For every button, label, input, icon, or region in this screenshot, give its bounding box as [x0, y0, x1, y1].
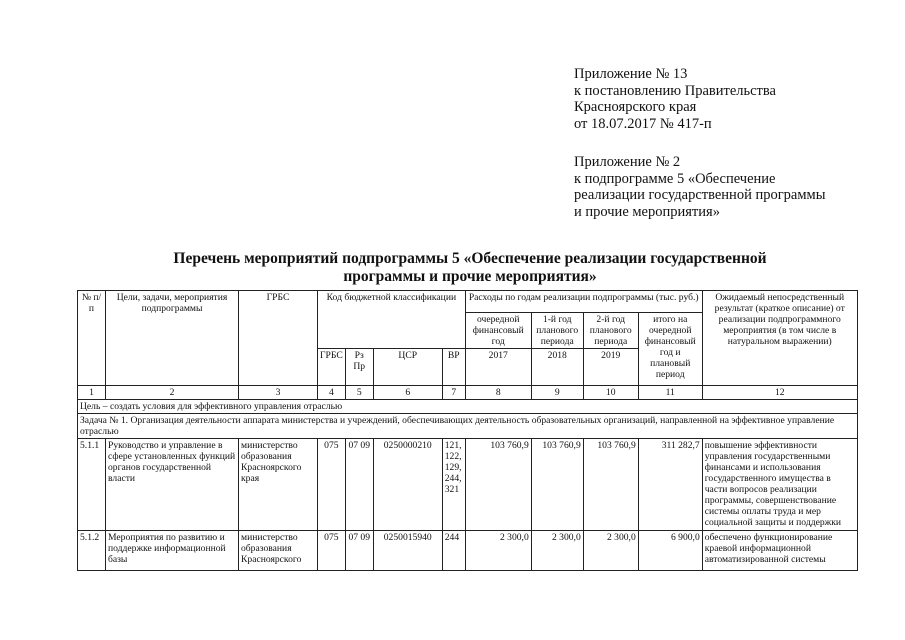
code-grbs: 075	[318, 439, 346, 531]
header-budget-code: Код бюджетной классификации	[318, 291, 466, 349]
grbs-name: министерство образования Красноярского	[239, 531, 318, 571]
header-line: Приложение № 13	[574, 66, 688, 82]
expected-result: обеспечено функционирование краевой информационной автоматизированной системы	[702, 531, 857, 571]
header-num: № п/п	[78, 291, 106, 386]
grbs-name: министерство образования Красноярского края	[239, 439, 318, 531]
amount-2019: 103 760,9	[583, 439, 638, 531]
header-code-rzpr: Рз Пр	[345, 349, 373, 386]
col-number: 1	[78, 386, 106, 400]
measures-table	[77, 290, 858, 571]
code-rzpr: 07 09	[345, 439, 373, 531]
expected-result: повышение эффективности управления государственными финансами и использования государственного имущества в части вопросов реализации программы, совершенствование системы оплаты труда и мер социальной защиты и поддержки	[702, 439, 857, 531]
amount-2019: 2 300,0	[583, 531, 638, 571]
header-year-2019: 2019	[583, 349, 638, 386]
task-row: Задача № 1. Организация деятельности аппарата министерства и учреждений, обеспечивающих деятельность образовательных организаций, направленной на эффективное управление отраслью	[78, 414, 858, 439]
code-vr: 244	[442, 531, 465, 571]
col-number: 4	[318, 386, 346, 400]
appendix-13-header	[574, 66, 776, 132]
col-number: 5	[345, 386, 373, 400]
amount-total: 311 282,7	[638, 439, 702, 531]
header-second-year: 2-й год планового периода	[583, 313, 638, 349]
code-csr: 0250000210	[373, 439, 442, 531]
header-year-2018: 2018	[531, 349, 583, 386]
header-expenses: Расходы по годам реализации подпрограммы (тыс. руб.)	[465, 291, 702, 313]
row-number: 5.1.1	[78, 439, 106, 531]
code-csr: 0250015940	[373, 531, 442, 571]
col-number: 2	[106, 386, 239, 400]
header-code-vr: ВР	[442, 349, 465, 386]
title-line: программы и прочие мероприятия»	[343, 268, 597, 285]
header-line: к постановлению Правительства	[574, 82, 776, 99]
amount-2017: 2 300,0	[465, 531, 531, 571]
header-total: итого на очередной финансовый год и плановый период	[638, 313, 702, 386]
column-numbers-row	[78, 386, 858, 400]
header-code-grbs: ГРБС	[318, 349, 346, 386]
header-current-year: очередной финансовый год	[465, 313, 531, 349]
code-rzpr: 07 09	[345, 531, 373, 571]
header-goals: Цели, задачи, мероприятия подпрограммы	[106, 291, 239, 386]
measure-name: Мероприятия по развитию и поддержке информационной базы	[106, 531, 239, 571]
col-number: 3	[239, 386, 318, 400]
amount-2018: 2 300,0	[531, 531, 583, 571]
amount-2017: 103 760,9	[465, 439, 531, 531]
document-title	[120, 250, 820, 286]
header-line: к подпрограмме 5 «Обеспечение	[574, 170, 776, 187]
col-number: 7	[442, 386, 465, 400]
header-line: Приложение № 2	[574, 154, 681, 170]
col-number: 11	[638, 386, 702, 400]
appendix-2-header	[574, 154, 825, 220]
table-row	[78, 439, 858, 531]
header-line: реализации государственной программы	[574, 187, 826, 203]
header-line: и прочие мероприятия»	[574, 203, 720, 220]
title-line: Перечень мероприятий подпрограммы 5 «Обеспечение реализации государственной	[173, 250, 767, 267]
table-row	[78, 531, 858, 571]
amount-total: 6 900,0	[638, 531, 702, 571]
code-grbs: 075	[318, 531, 346, 571]
header-line: Красноярского края	[574, 99, 697, 115]
code-vr: 121, 122, 129, 244, 321	[442, 439, 465, 531]
col-number: 8	[465, 386, 531, 400]
header-line: от 18.07.2017 № 417-п	[574, 115, 712, 132]
header-result: Ожидаемый непосредственный результат (краткое описание) от реализации подпрограммного мероприятия (в том числе в натуральном выражении)	[702, 291, 857, 386]
measure-name: Руководство и управление в сфере установленных функций органов государственной власти	[106, 439, 239, 531]
row-number: 5.1.2	[78, 531, 106, 571]
col-number: 10	[583, 386, 638, 400]
col-number: 6	[373, 386, 442, 400]
header-year-2017: 2017	[465, 349, 531, 386]
col-number: 9	[531, 386, 583, 400]
header-first-year: 1-й год планового периода	[531, 313, 583, 349]
amount-2018: 103 760,9	[531, 439, 583, 531]
col-number: 12	[702, 386, 857, 400]
header-code-csr: ЦСР	[373, 349, 442, 386]
header-grbs: ГРБС	[239, 291, 318, 386]
goal-row: Цель – создать условия для эффективного управления отраслью	[78, 400, 858, 414]
